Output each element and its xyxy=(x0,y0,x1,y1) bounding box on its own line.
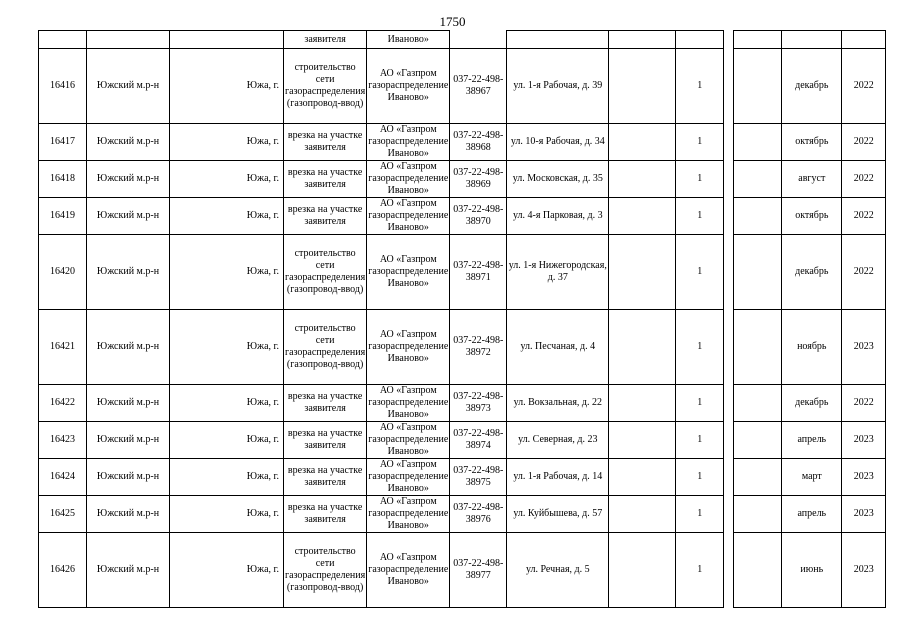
cell-num: 16422 xyxy=(39,385,87,422)
cell-qty: 1 xyxy=(676,310,724,385)
cell-org: АО «Газпром газораспределение Иваново» xyxy=(368,422,449,457)
cell-code: 037-22-498-38970 xyxy=(450,198,507,235)
cell-num: 16426 xyxy=(39,533,87,608)
cell-blank-2 xyxy=(734,496,782,533)
cell-code: 037-22-498-38972 xyxy=(450,310,507,385)
cell-city: Южа, г. xyxy=(170,235,284,310)
cell-org: АО «Газпром газораспределение Иваново» xyxy=(368,161,449,196)
cell-district: Южский м.р-н xyxy=(87,459,170,496)
cell-district: Южский м.р-н xyxy=(87,385,170,422)
table-row xyxy=(39,459,886,496)
cell-type: строительство сети газораспределения (газопровод-ввод) xyxy=(284,235,367,310)
cell-code: 037-22-498-38967 xyxy=(450,49,507,124)
cell-city: Южа, г. xyxy=(170,310,284,385)
cell-type: врезка на участке заявителя xyxy=(284,385,367,422)
cell-city: Южа, г. xyxy=(170,459,284,496)
cell-year: 2022 xyxy=(842,385,886,422)
cell-year: 2023 xyxy=(842,310,886,385)
cell-blank-2 xyxy=(734,459,782,496)
table-row xyxy=(39,198,886,235)
cell-blank-2 xyxy=(734,161,782,198)
cell-blank xyxy=(609,422,676,459)
cell-blank xyxy=(609,533,676,608)
cell-qty: 1 xyxy=(676,533,724,608)
cell-year: 2022 xyxy=(842,161,886,198)
cell-address: ул. 1-я Рабочая, д. 39 xyxy=(507,49,609,124)
cell-num: 16419 xyxy=(39,198,87,235)
cell-address: ул. 1-я Нижегородская, д. 37 xyxy=(507,235,609,310)
cell-district: Южский м.р-н xyxy=(87,124,170,161)
table-row xyxy=(39,385,886,422)
cell-code: 037-22-498-38968 xyxy=(450,124,507,161)
cell-district xyxy=(87,31,170,49)
cell-year: 2022 xyxy=(842,235,886,310)
cell-qty: 1 xyxy=(676,422,724,459)
cell-blank xyxy=(609,496,676,533)
cell-gap xyxy=(724,31,734,49)
cell-year: 2022 xyxy=(842,124,886,161)
cell-gap xyxy=(724,459,734,496)
cell-city: Южа, г. xyxy=(170,385,284,422)
cell-address: ул. 1-я Рабочая, д. 14 xyxy=(507,459,609,496)
cell-address: ул. Речная, д. 5 xyxy=(507,533,609,608)
cell-district: Южский м.р-н xyxy=(87,235,170,310)
cell-code: 037-22-498-38977 xyxy=(450,533,507,608)
cell-district: Южский м.р-н xyxy=(87,310,170,385)
cell-address: ул. Куйбышева, д. 57 xyxy=(507,496,609,533)
cell-year: 2023 xyxy=(842,459,886,496)
page-number: 1750 xyxy=(439,14,466,29)
cell-type: заявителя xyxy=(284,31,367,49)
cell-district: Южский м.р-н xyxy=(87,49,170,124)
cell-year: 2022 xyxy=(842,198,886,235)
cell-month: ноябрь xyxy=(782,310,842,385)
table-row xyxy=(39,496,886,533)
cell-code xyxy=(450,31,507,49)
cell-address: ул. 4-я Парковая, д. 3 xyxy=(507,198,609,235)
cell-gap xyxy=(724,385,734,422)
cell-city xyxy=(170,31,284,49)
table-row xyxy=(39,310,886,385)
cell-num: 16425 xyxy=(39,496,87,533)
cell-blank-2 xyxy=(734,198,782,235)
table-row xyxy=(39,533,886,608)
cell-address xyxy=(507,31,609,49)
cell-qty: 1 xyxy=(676,385,724,422)
cell-org: АО «Газпром газораспределение Иваново» xyxy=(367,235,450,310)
cell-org: АО «Газпром газораспределение Иваново» xyxy=(367,49,450,124)
cell-gap xyxy=(724,533,734,608)
cell-month: декабрь xyxy=(782,49,842,124)
cell-month: декабрь xyxy=(782,235,842,310)
cell-type: врезка на участке заявителя xyxy=(284,459,367,496)
table-row xyxy=(39,422,886,459)
cell-type: врезка на участке заявителя xyxy=(284,124,367,161)
cell-num: 16424 xyxy=(39,459,87,496)
cell-blank-2 xyxy=(734,385,782,422)
cell-year: 2023 xyxy=(842,533,886,608)
cell-district: Южский м.р-н xyxy=(87,533,170,608)
cell-org: АО «Газпром газораспределение Иваново» xyxy=(368,459,449,494)
cell-city: Южа, г. xyxy=(170,533,284,608)
cell-blank xyxy=(609,385,676,422)
cell-num: 16423 xyxy=(39,422,87,459)
cell-blank-2 xyxy=(734,310,782,385)
cell-qty: 1 xyxy=(676,459,724,496)
cell-month: апрель xyxy=(782,496,842,533)
cell-year: 2023 xyxy=(842,422,886,459)
cell-type: врезка на участке заявителя xyxy=(284,198,367,235)
cell-month: март xyxy=(782,459,842,496)
cell-blank xyxy=(609,31,676,49)
cell-blank-2 xyxy=(734,533,782,608)
cell-district: Южский м.р-н xyxy=(87,422,170,459)
cell-num: 16416 xyxy=(39,49,87,124)
cell-num: 16420 xyxy=(39,235,87,310)
cell-type: врезка на участке заявителя xyxy=(284,161,367,198)
cell-qty xyxy=(676,31,724,49)
cell-blank xyxy=(609,124,676,161)
cell-blank xyxy=(609,161,676,198)
cell-month: август xyxy=(782,161,842,198)
cell-org: Иваново» xyxy=(367,31,450,49)
cell-blank xyxy=(609,198,676,235)
cell-month: декабрь xyxy=(782,385,842,422)
cell-num: 16418 xyxy=(39,161,87,198)
cell-blank xyxy=(609,459,676,496)
cell-blank xyxy=(609,235,676,310)
cell-qty: 1 xyxy=(676,161,724,198)
cell-qty: 1 xyxy=(676,49,724,124)
cell-qty: 1 xyxy=(676,124,724,161)
cell-org: АО «Газпром газораспределение Иваново» xyxy=(367,533,450,608)
cell-num: 16417 xyxy=(39,124,87,161)
cell-type: строительство сети газораспределения (газопровод-ввод) xyxy=(284,533,367,608)
cell-code: 037-22-498-38974 xyxy=(450,422,507,459)
cell-district: Южский м.р-н xyxy=(87,198,170,235)
cell-district: Южский м.р-н xyxy=(87,496,170,533)
cell-address: ул. 10-я Рабочая, д. 34 xyxy=(507,124,609,161)
table-row xyxy=(39,49,886,124)
cell-gap xyxy=(724,496,734,533)
cell-city: Южа, г. xyxy=(170,124,284,161)
cell-gap xyxy=(724,422,734,459)
cell-num xyxy=(39,31,87,49)
cell-gap xyxy=(724,198,734,235)
cell-blank xyxy=(609,49,676,124)
cell-blank xyxy=(609,310,676,385)
table-row xyxy=(39,161,886,198)
cell-type: врезка на участке заявителя xyxy=(284,422,367,459)
cell-org: АО «Газпром газораспределение Иваново» xyxy=(368,198,449,233)
cell-qty: 1 xyxy=(676,198,724,235)
cell-blank-2 xyxy=(734,235,782,310)
cell-month: апрель xyxy=(782,422,842,459)
cell-address: ул. Северная, д. 23 xyxy=(507,422,609,459)
cell-blank-2 xyxy=(734,422,782,459)
cell-org: АО «Газпром газораспределение Иваново» xyxy=(368,385,449,420)
cell-city: Южа, г. xyxy=(170,198,284,235)
cell-blank-2 xyxy=(734,31,782,49)
cell-gap xyxy=(724,49,734,124)
cell-gap xyxy=(724,161,734,198)
table-row xyxy=(39,235,886,310)
cell-type: строительство сети газораспределения (газопровод-ввод) xyxy=(284,49,367,124)
cell-month: июнь xyxy=(782,533,842,608)
cell-month: октябрь xyxy=(782,124,842,161)
cell-type: врезка на участке заявителя xyxy=(284,496,367,533)
cell-blank-2 xyxy=(734,49,782,124)
registry-table xyxy=(38,30,886,608)
cell-org: АО «Газпром газораспределение Иваново» xyxy=(368,124,449,159)
cell-address: ул. Вокзальная, д. 22 xyxy=(507,385,609,422)
table-row xyxy=(39,124,886,161)
cell-qty: 1 xyxy=(676,496,724,533)
cell-month xyxy=(782,31,842,49)
cell-district: Южский м.р-н xyxy=(87,161,170,198)
cell-address: ул. Песчаная, д. 4 xyxy=(507,310,609,385)
cell-org: АО «Газпром газораспределение Иваново» xyxy=(367,310,450,385)
cell-blank-2 xyxy=(734,124,782,161)
cell-gap xyxy=(724,124,734,161)
cell-year xyxy=(842,31,886,49)
cell-code: 037-22-498-38975 xyxy=(450,459,507,496)
cell-code: 037-22-498-38969 xyxy=(450,161,507,198)
cell-code: 037-22-498-38976 xyxy=(450,496,507,533)
cell-org: АО «Газпром газораспределение Иваново» xyxy=(368,496,449,531)
cell-year: 2023 xyxy=(842,496,886,533)
cell-code: 037-22-498-38973 xyxy=(450,385,507,422)
cell-year: 2022 xyxy=(842,49,886,124)
cell-city: Южа, г. xyxy=(170,49,284,124)
cell-city: Южа, г. xyxy=(170,496,284,533)
cell-type: строительство сети газораспределения (газопровод-ввод) xyxy=(284,310,367,385)
cell-city: Южа, г. xyxy=(170,161,284,198)
cell-gap xyxy=(724,310,734,385)
cell-num: 16421 xyxy=(39,310,87,385)
cell-qty: 1 xyxy=(676,235,724,310)
continuation-row xyxy=(39,31,886,49)
cell-gap xyxy=(724,235,734,310)
cell-month: октябрь xyxy=(782,198,842,235)
cell-city: Южа, г. xyxy=(170,422,284,459)
cell-code: 037-22-498-38971 xyxy=(450,235,507,310)
cell-address: ул. Московская, д. 35 xyxy=(507,161,609,198)
